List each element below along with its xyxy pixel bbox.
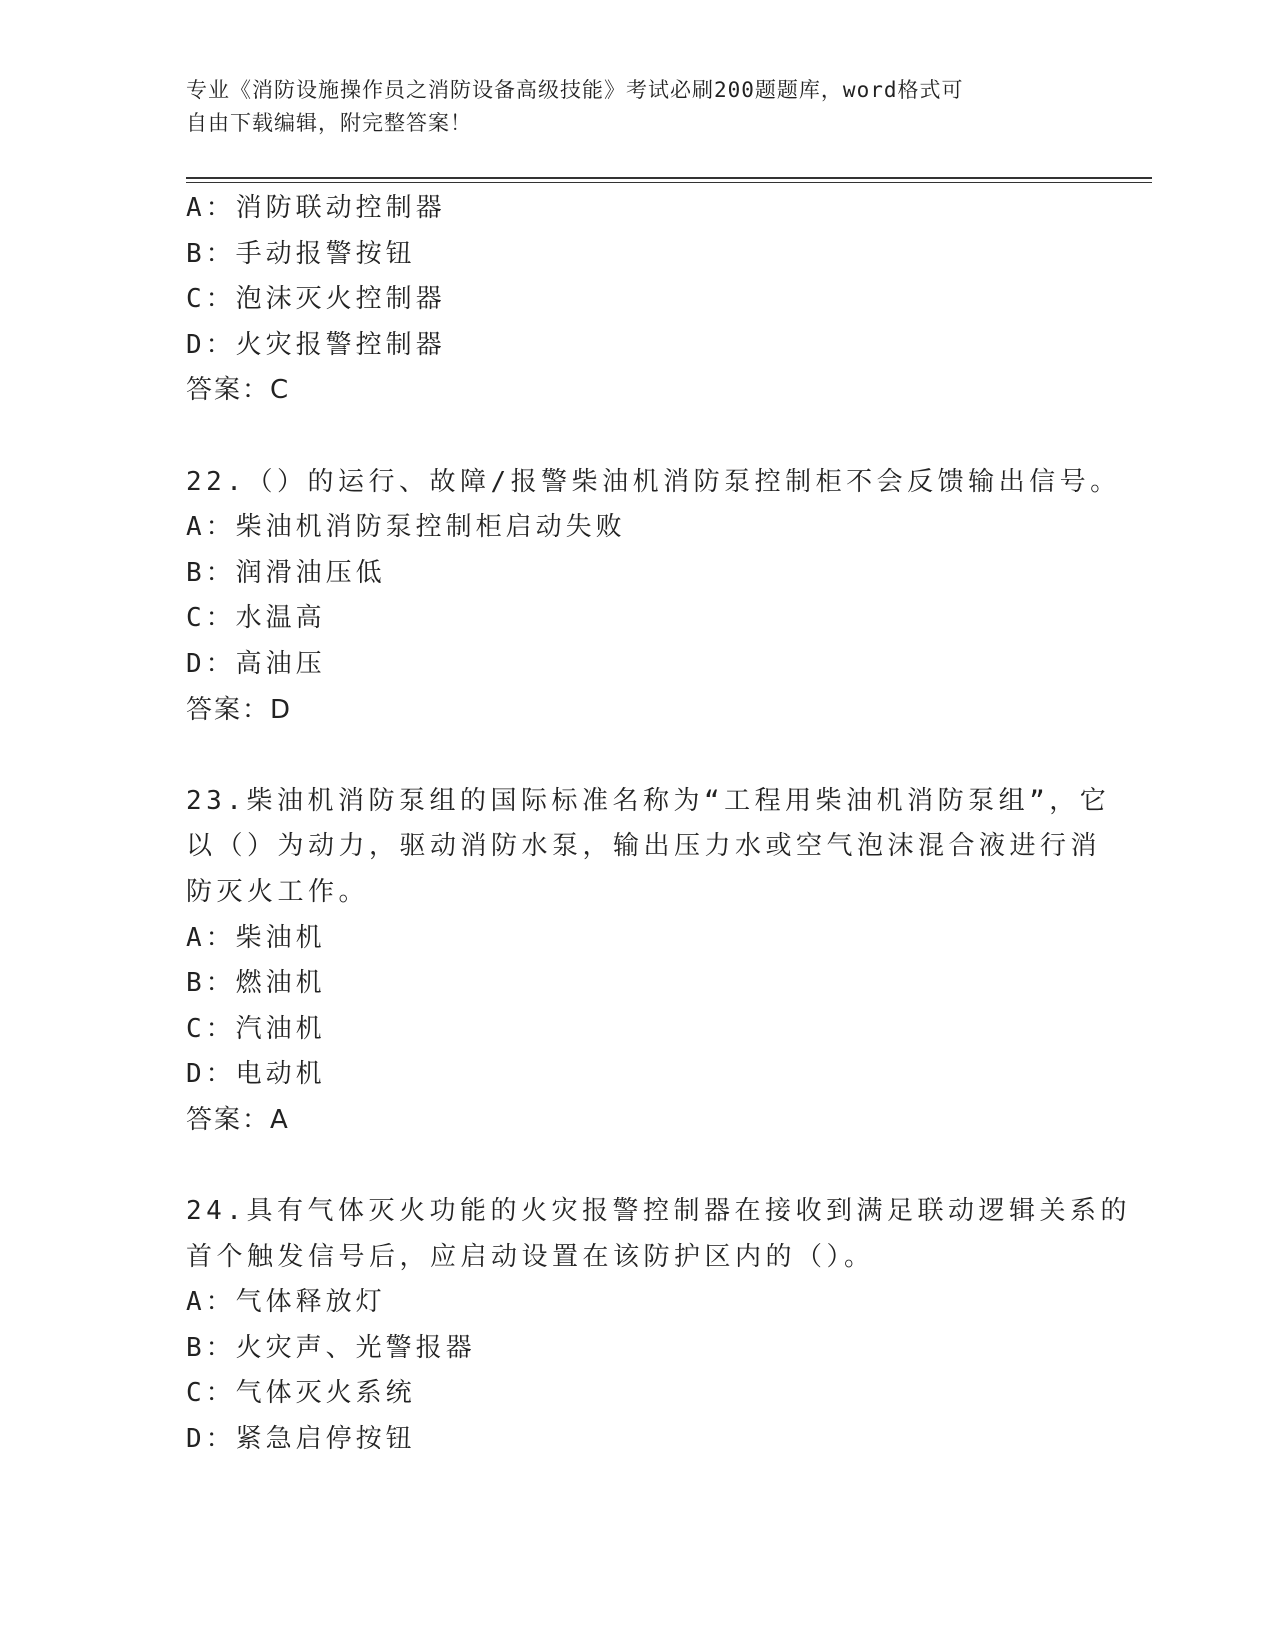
header-line-2: 自由下载编辑，附完整答案！: [186, 111, 472, 135]
option-d: D：紧急启停按钮: [186, 1424, 416, 1455]
spacer: [186, 733, 1086, 779]
option-b: B：手动报警按钮: [186, 238, 416, 269]
option-c: C：汽油机: [186, 1013, 326, 1044]
option-b: B：燃油机: [186, 968, 326, 999]
question-list: [186, 186, 1131, 1463]
option-b: B：润滑油压低: [186, 557, 386, 588]
answer-line: 答案：A: [186, 1104, 290, 1135]
question-stem: 22.（）的运行、故障/报警柴油机消防泵控制柜不会反馈输出信号。: [186, 466, 1121, 497]
option-a: A：柴油机: [186, 922, 326, 953]
header-line-1: 专业《消防设施操作员之消防设备高级技能》考试必刷200题题库，word格式可: [186, 78, 964, 102]
question-21: [186, 186, 1086, 414]
option-c: C：气体灭火系统: [186, 1378, 416, 1409]
option-b: B：火灾声、光警报器: [186, 1332, 476, 1363]
question-stem-line-1: 24.具有气体灭火功能的火灾报警控制器在接收到满足联动逻辑关系的: [186, 1196, 1131, 1227]
question-stem-line-1: 23.柴油机消防泵组的国际标准名称为“工程用柴油机消防泵组”，它: [186, 785, 1111, 816]
spacer: [186, 414, 1086, 460]
option-d: D：高油压: [186, 648, 326, 679]
answer-line: 答案：D: [186, 694, 293, 725]
question-22: [186, 460, 1121, 734]
option-a: A：气体释放灯: [186, 1287, 386, 1318]
spacer: [186, 1143, 1086, 1189]
question-stem-line-2: 以（）为动力，驱动消防水泵，输出压力水或空气泡沫混合液进行消: [186, 831, 1102, 862]
document-header: [186, 74, 1066, 140]
question-23: [186, 779, 1111, 1144]
option-a: A：柴油机消防泵控制柜启动失败: [186, 512, 626, 543]
option-c: C：水温高: [186, 603, 326, 634]
option-d: D：火灾报警控制器: [186, 329, 446, 360]
option-a: A：消防联动控制器: [186, 193, 446, 223]
question-24: [186, 1189, 1131, 1463]
header-divider: [186, 177, 1152, 183]
question-stem-line-2: 首个触发信号后，应启动设置在该防护区内的（）。: [186, 1241, 875, 1272]
question-stem-line-3: 防灭火工作。: [186, 876, 370, 907]
answer-line: 答案：C: [186, 375, 291, 406]
option-c: C：泡沫灭火控制器: [186, 284, 446, 315]
option-d: D：电动机: [186, 1059, 326, 1090]
